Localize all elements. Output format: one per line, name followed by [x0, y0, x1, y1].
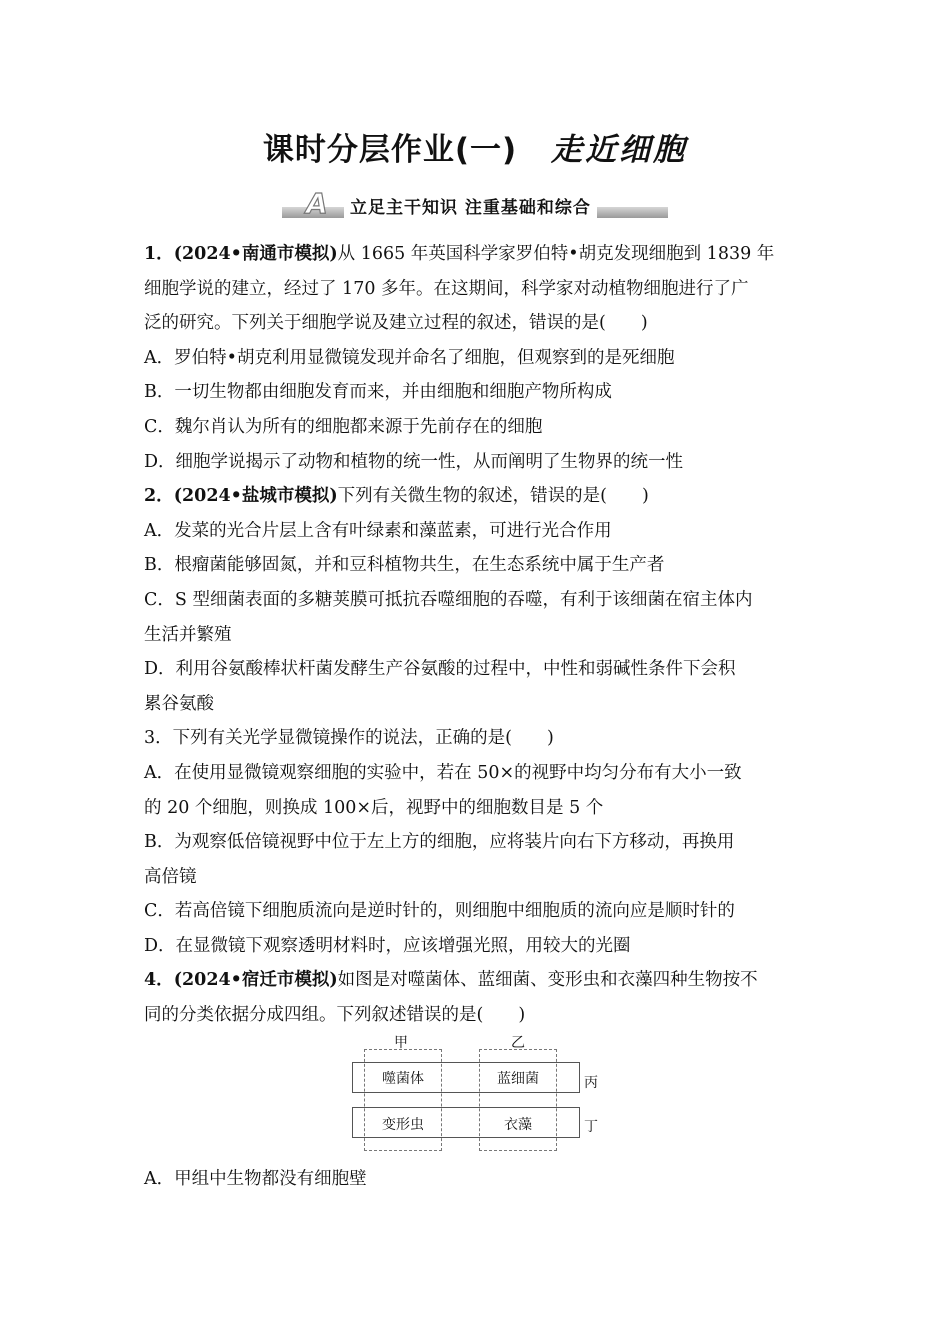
q2-option-c: C．S 型细菌表面的多糖荚膜可抵抗吞噬细胞的吞噬，有利于该细菌在宿主体内	[144, 589, 753, 610]
q2-option-a: A．发菜的光合片层上含有叶绿素和藻蓝素，可进行光合作用	[144, 520, 612, 541]
q1-option-a: A．罗伯特•胡克利用显微镜发现并命名了细胞，但观察到的是死细胞	[144, 347, 675, 368]
q4-source: (2024•宿迁市模拟)	[173, 970, 338, 991]
q1-option-b: B．一切生物都由细胞发育而来，并由细胞和细胞产物所构成	[144, 382, 612, 403]
col-label-jia: 甲	[394, 1035, 408, 1051]
section-banner	[282, 187, 668, 220]
col-label-yi: 乙	[511, 1035, 525, 1051]
q2-option-c-cont: 生活并繁殖	[144, 624, 232, 645]
q4-stem-line-2: 同的分类依据分成四组。下列叙述错误的是( )	[144, 1005, 526, 1026]
q2-option-d-cont: 累谷氨酸	[144, 693, 214, 714]
q4-classification-figure	[352, 1028, 612, 1158]
q3-option-d: D．在显微镜下观察透明材料时，应该增强光照，用较大的光圈	[144, 935, 631, 956]
cell-chlamydomonas: 衣藻	[504, 1117, 532, 1133]
q2-stem: 2．(2024•盐城市模拟)下列有关微生物的叙述，错误的是( )	[144, 486, 649, 507]
row-label-ding: 丁	[584, 1119, 598, 1135]
q4-stem-line-1: 4．(2024•宿迁市模拟)如图是对噬菌体、蓝细菌、变形虫和衣藻四种生物按不	[144, 970, 758, 991]
q1-stem-line-3: 泛的研究。下列关于细胞学说及建立过程的叙述，错误的是( )	[144, 313, 648, 334]
q3-option-b-cont: 高倍镜	[144, 866, 197, 887]
question-list	[144, 237, 808, 1033]
q1-stem-line-2: 细胞学说的建立，经过了 170 多年。在这期间，科学家对动植物细胞进行了广	[144, 278, 749, 299]
q4-option-a: A．甲组中生物都没有细胞壁	[144, 1169, 367, 1189]
title-main: 课时分层作业(一)	[262, 132, 518, 168]
cell-amoeba: 变形虫	[382, 1117, 424, 1133]
q2-option-d: D．利用谷氨酸棒状杆菌发酵生产谷氨酸的过程中，中性和弱碱性条件下会积	[144, 659, 736, 680]
q3-option-a-cont: 的 20 个细胞，则换成 100×后，视野中的细胞数目是 5 个	[144, 797, 604, 818]
q1-option-d: D．细胞学说揭示了动物和植物的统一性，从而阐明了生物界的统一性	[144, 451, 684, 472]
q1-option-c: C．魏尔肖认为所有的细胞都来源于先前存在的细胞	[144, 416, 543, 437]
cell-phage: 噬菌体	[382, 1071, 424, 1087]
q2-option-b: B．根瘤菌能够固氮，并和豆科植物共生，在生态系统中属于生产者	[144, 555, 665, 576]
q3-option-a: A．在使用显微镜观察细胞的实验中，若在 50×的视野中均匀分布有大小一致	[144, 762, 742, 783]
title-sub: 走近细胞	[551, 132, 688, 168]
section-text: 立足主干知识 注重基础和综合	[344, 193, 597, 218]
row-label-bing: 丙	[584, 1075, 598, 1091]
q3-option-c: C．若高倍镜下细胞质流向是逆时针的，则细胞中细胞质的流向应是顺时针的	[144, 901, 735, 922]
q1-stem-line-1: 1．(2024•南通市模拟)从 1665 年英国科学家罗伯特•胡克发现细胞到 1839 年	[144, 244, 775, 264]
q1-source: (2024•南通市模拟)	[173, 244, 338, 264]
page-title	[0, 124, 950, 169]
q3-stem: 3．下列有关光学显微镜操作的说法，正确的是( )	[144, 728, 554, 749]
q3-option-b: B．为观察低倍镜视野中位于左上方的细胞，应将装片向右下方移动，再换用	[144, 832, 735, 853]
q2-source: (2024•盐城市模拟)	[173, 486, 338, 507]
section-letter-icon: A	[306, 187, 328, 220]
cell-cyanobacteria: 蓝细菌	[497, 1071, 539, 1087]
